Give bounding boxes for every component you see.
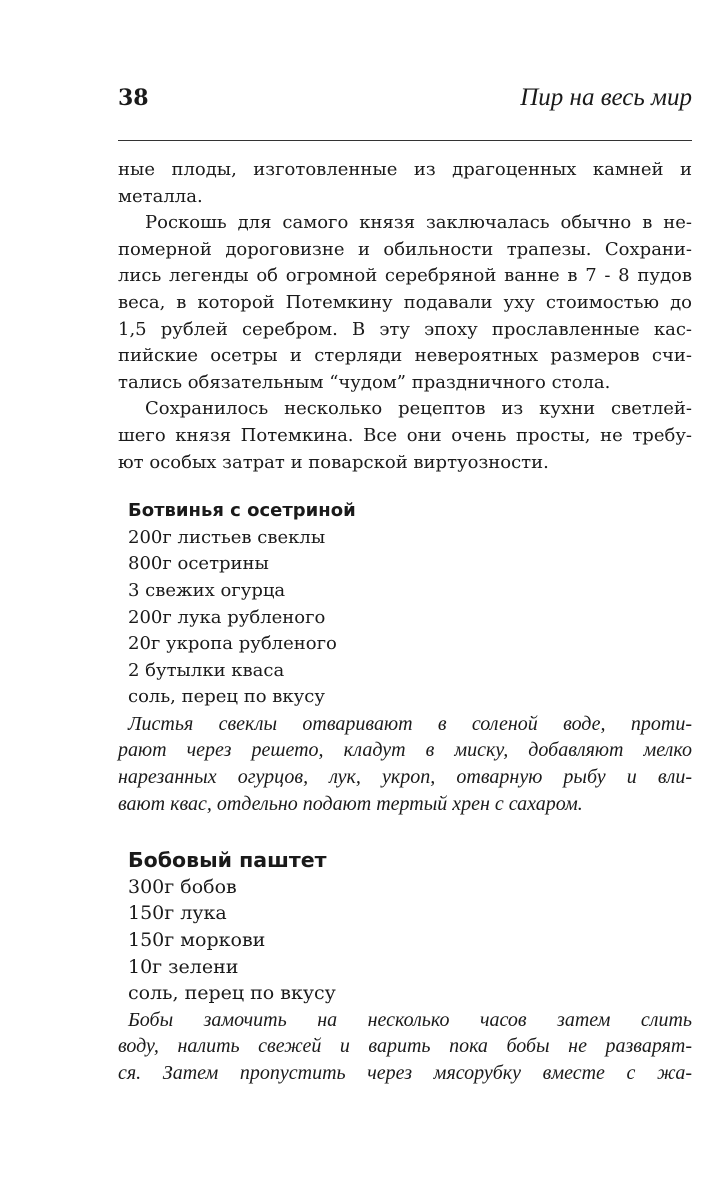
intro-line: ные плоды, изготовленные из драгоценных камней и: [118, 159, 692, 180]
ingredient-item: 10г зелени: [128, 955, 239, 978]
ingredient-item: 150г моркови: [128, 929, 266, 952]
page-header: [118, 84, 692, 114]
recipe-title: Бобовый паштет: [128, 848, 327, 873]
recipe-bean-pate: [118, 847, 692, 1086]
running-title: Пир на весь мир: [520, 84, 692, 111]
ingredient-item: 150г лука: [128, 902, 227, 925]
spacer: [118, 817, 692, 847]
intro-line: тались обязательным “чудом” праздничного стола.: [118, 371, 611, 393]
ingredient-item: 300г бобов: [128, 875, 237, 898]
ingredient-item: 200г листьев свеклы: [128, 526, 326, 548]
ingredient-item: 200г лука рубленого: [128, 606, 326, 628]
intro-line: ют особых затрат и поварской виртуозности.: [118, 451, 549, 473]
ingredient-item: 20г укропа рубленого: [128, 633, 337, 655]
instruction-line: воду, налить свежей и варить пока бобы не разварят-: [118, 1035, 692, 1058]
instruction-line: вают квас, отдельно подают тертый хрен с сахаром.: [118, 792, 583, 815]
intro-line: Сохранилось несколько рецептов из кухни светлей-: [145, 398, 692, 420]
page-number: 38: [118, 85, 149, 111]
intro-text: [118, 157, 692, 476]
recipe-botvinya: [118, 498, 692, 817]
ingredient-item: 3 свежих огурца: [128, 579, 286, 601]
ingredient-item: 2 бутылки кваса: [128, 659, 285, 681]
ingredient-item: соль, перец по вкусу: [128, 686, 325, 708]
ingredient-item: соль, перец по вкусу: [128, 982, 336, 1005]
instruction-line: Листья свеклы отваривают в соленой воде, прoти-: [128, 712, 692, 735]
instruction-line: ся. Затем пропустить через мясорубку вместе с жа-: [118, 1062, 692, 1084]
intro-line: металла.: [118, 185, 203, 207]
intro-line: веса, в которой Потемкину подавали уху стоимостью до: [118, 291, 692, 313]
intro-line: шего князя Потемкина. Все они очень просты, не требу-: [118, 424, 692, 446]
page-body: [118, 157, 692, 1087]
instruction-line: рают через решето, кладут в миску, добавляют мелко: [118, 739, 692, 762]
instruction-line: Бобы замочить на несколько часов затем слить: [128, 1008, 692, 1031]
ingredient-item: 800г осетрины: [128, 553, 269, 575]
intro-line: пийские осетры и стерляди невероятных размеров счи-: [118, 345, 692, 367]
intro-line: лись легенды об огромной серебряной ванне в 7 - 8 пудов: [118, 265, 692, 287]
header-divider: [118, 140, 692, 141]
intro-line: 1,5 рублей серебром. В эту эпоху прославленные кас-: [118, 318, 692, 340]
recipe-title: Ботвинья с осетриной: [128, 500, 356, 522]
intro-line: померной дороговизне и обильности трапезы. Сохрани-: [118, 238, 692, 260]
intro-line: Роскошь для самого князя заключалась обычно в не-: [145, 212, 692, 234]
instruction-line: нарезанных огурцов, лук, укроп, отварную рыбу и вли-: [118, 766, 692, 789]
spacer: [118, 476, 692, 498]
